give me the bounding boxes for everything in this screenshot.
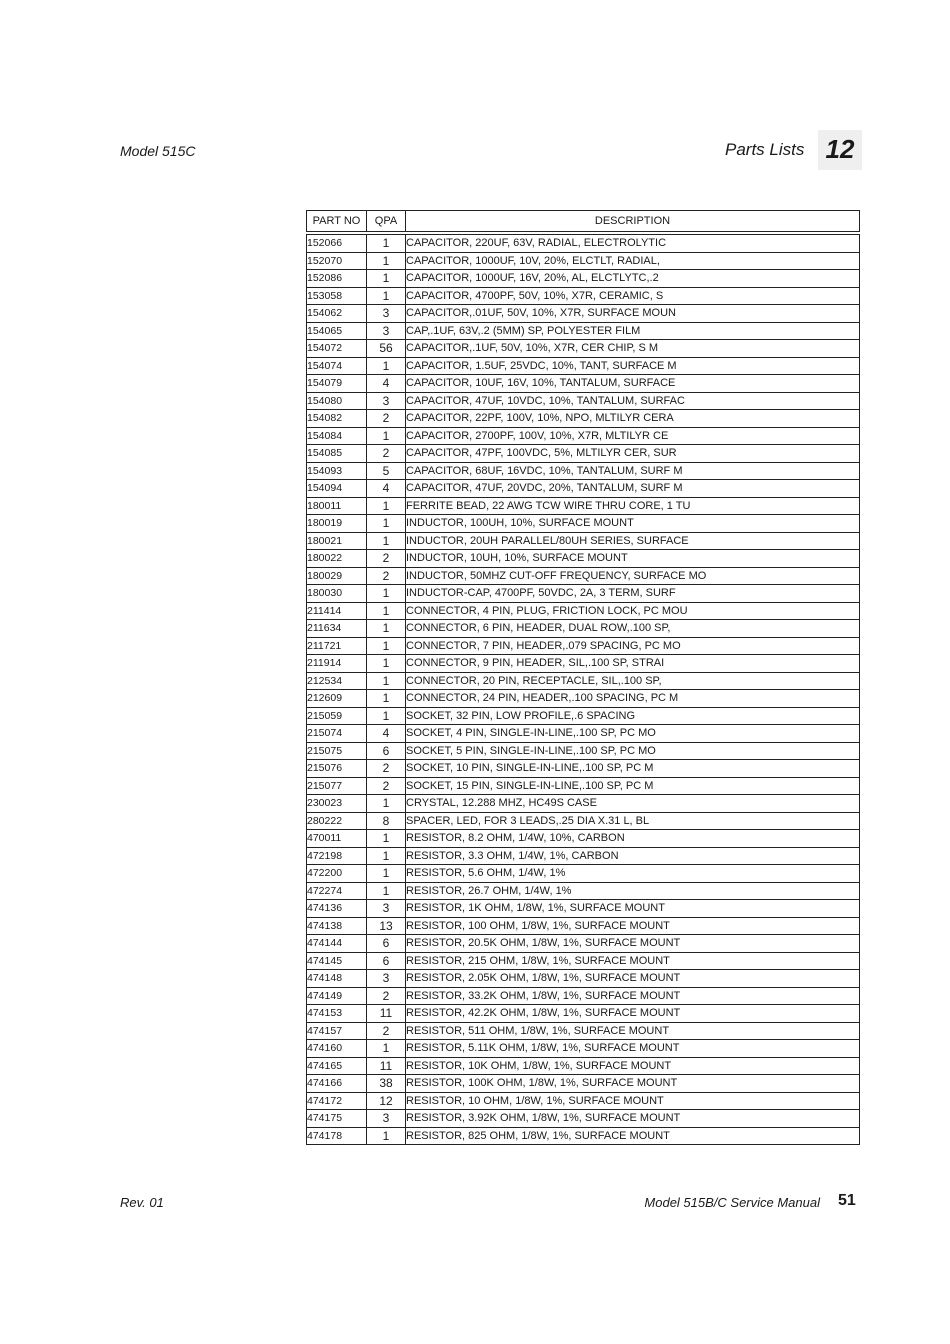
part-number-cell: 180021 xyxy=(307,532,367,550)
part-number-cell: 153058 xyxy=(307,287,367,305)
table-row xyxy=(307,742,860,760)
qpa-cell: 2 xyxy=(367,567,406,585)
table-row xyxy=(307,812,860,830)
qpa-cell: 2 xyxy=(367,410,406,428)
description-cell: RESISTOR, 8.2 OHM, 1/4W, 10%, CARBON xyxy=(406,830,860,848)
description-cell: CAPACITOR, 47UF, 20VDC, 20%, TANTALUM, SURF M xyxy=(406,480,860,498)
table-row xyxy=(307,1040,860,1058)
footer-manual-title: Model 515B/C Service Manual xyxy=(644,1195,820,1210)
qpa-cell: 1 xyxy=(367,270,406,288)
part-number-cell: 152066 xyxy=(307,233,367,252)
description-cell: RESISTOR, 5.6 OHM, 1/4W, 1% xyxy=(406,865,860,883)
table-row xyxy=(307,270,860,288)
description-cell: FERRITE BEAD, 22 AWG TCW WIRE THRU CORE, 1 TU xyxy=(406,497,860,515)
description-cell: RESISTOR, 511 OHM, 1/8W, 1%, SURFACE MOUNT xyxy=(406,1022,860,1040)
table-row xyxy=(307,672,860,690)
header-section-title: Parts Lists xyxy=(725,140,805,159)
qpa-cell: 3 xyxy=(367,305,406,323)
table-row xyxy=(307,305,860,323)
table-row xyxy=(307,830,860,848)
qpa-cell: 1 xyxy=(367,287,406,305)
description-cell: SPACER, LED, FOR 3 LEADS,.25 DIA X.31 L, BL xyxy=(406,812,860,830)
qpa-cell: 3 xyxy=(367,970,406,988)
table-row xyxy=(307,900,860,918)
description-cell: CAPACITOR, 2700PF, 100V, 10%, X7R, MLTILYR CE xyxy=(406,427,860,445)
description-cell: RESISTOR, 10 OHM, 1/8W, 1%, SURFACE MOUNT xyxy=(406,1092,860,1110)
table-row xyxy=(307,532,860,550)
table-row xyxy=(307,865,860,883)
part-number-cell: 474157 xyxy=(307,1022,367,1040)
chapter-number: 12 xyxy=(825,134,855,164)
part-number-cell: 470011 xyxy=(307,830,367,848)
description-cell: INDUCTOR-CAP, 4700PF, 50VDC, 2A, 3 TERM, SURF xyxy=(406,585,860,603)
qpa-cell: 1 xyxy=(367,252,406,270)
description-cell: RESISTOR, 26.7 OHM, 1/4W, 1% xyxy=(406,882,860,900)
qpa-cell: 1 xyxy=(367,585,406,603)
part-number-cell: 211634 xyxy=(307,620,367,638)
description-cell: CAPACITOR, 10UF, 16V, 10%, TANTALUM, SURFACE xyxy=(406,375,860,393)
part-number-cell: 215059 xyxy=(307,707,367,725)
table-row xyxy=(307,445,860,463)
part-number-cell: 280222 xyxy=(307,812,367,830)
table-row xyxy=(307,707,860,725)
table-row xyxy=(307,795,860,813)
qpa-cell: 6 xyxy=(367,935,406,953)
part-number-cell: 472274 xyxy=(307,882,367,900)
table-row xyxy=(307,567,860,585)
qpa-cell: 12 xyxy=(367,1092,406,1110)
part-number-cell: 154085 xyxy=(307,445,367,463)
footer-revision: Rev. 01 xyxy=(120,1195,164,1210)
part-number-cell: 474144 xyxy=(307,935,367,953)
part-number-cell: 154079 xyxy=(307,375,367,393)
qpa-cell: 1 xyxy=(367,707,406,725)
column-header-description: DESCRIPTION xyxy=(406,211,860,234)
description-cell: RESISTOR, 3.92K OHM, 1/8W, 1%, SURFACE MOUNT xyxy=(406,1110,860,1128)
description-cell: SOCKET, 4 PIN, SINGLE-IN-LINE,.100 SP, PC MO xyxy=(406,725,860,743)
part-number-cell: 180022 xyxy=(307,550,367,568)
description-cell: SOCKET, 5 PIN, SINGLE-IN-LINE,.100 SP, PC MO xyxy=(406,742,860,760)
qpa-cell: 1 xyxy=(367,1040,406,1058)
part-number-cell: 474166 xyxy=(307,1075,367,1093)
part-number-cell: 474145 xyxy=(307,952,367,970)
table-row xyxy=(307,585,860,603)
table-row xyxy=(307,777,860,795)
part-number-cell: 472198 xyxy=(307,847,367,865)
qpa-cell: 1 xyxy=(367,1127,406,1145)
table-row xyxy=(307,935,860,953)
qpa-cell: 2 xyxy=(367,760,406,778)
description-cell: RESISTOR, 215 OHM, 1/8W, 1%, SURFACE MOUNT xyxy=(406,952,860,970)
description-cell: RESISTOR, 100K OHM, 1/8W, 1%, SURFACE MOUNT xyxy=(406,1075,860,1093)
table-row xyxy=(307,1022,860,1040)
description-cell: CONNECTOR, 6 PIN, HEADER, DUAL ROW,.100 SP, xyxy=(406,620,860,638)
part-number-cell: 152086 xyxy=(307,270,367,288)
description-cell: INDUCTOR, 50MHZ CUT-OFF FREQUENCY, SURFACE MO xyxy=(406,567,860,585)
qpa-cell: 8 xyxy=(367,812,406,830)
table-row xyxy=(307,427,860,445)
part-number-cell: 154082 xyxy=(307,410,367,428)
description-cell: CONNECTOR, 24 PIN, HEADER,.100 SPACING, PC M xyxy=(406,690,860,708)
description-cell: RESISTOR, 5.11K OHM, 1/8W, 1%, SURFACE MOUNT xyxy=(406,1040,860,1058)
qpa-cell: 3 xyxy=(367,322,406,340)
description-cell: CAPACITOR, 4700PF, 50V, 10%, X7R, CERAMIC, S xyxy=(406,287,860,305)
table-row xyxy=(307,375,860,393)
qpa-cell: 1 xyxy=(367,532,406,550)
table-row xyxy=(307,847,860,865)
table-row xyxy=(307,725,860,743)
description-cell: CAPACITOR, 68UF, 16VDC, 10%, TANTALUM, SURF M xyxy=(406,462,860,480)
part-number-cell: 180019 xyxy=(307,515,367,533)
part-number-cell: 212609 xyxy=(307,690,367,708)
part-number-cell: 474160 xyxy=(307,1040,367,1058)
table-row xyxy=(307,515,860,533)
part-number-cell: 211414 xyxy=(307,602,367,620)
description-cell: RESISTOR, 2.05K OHM, 1/8W, 1%, SURFACE MOUNT xyxy=(406,970,860,988)
description-cell: CRYSTAL, 12.288 MHZ, HC49S CASE xyxy=(406,795,860,813)
description-cell: CAPACITOR, 1000UF, 16V, 20%, AL, ELCTLYTC,.2 xyxy=(406,270,860,288)
part-number-cell: 180029 xyxy=(307,567,367,585)
table-row xyxy=(307,1057,860,1075)
table-row xyxy=(307,550,860,568)
table-row xyxy=(307,287,860,305)
qpa-cell: 1 xyxy=(367,427,406,445)
description-cell: RESISTOR, 825 OHM, 1/8W, 1%, SURFACE MOUNT xyxy=(406,1127,860,1145)
qpa-cell: 2 xyxy=(367,1022,406,1040)
part-number-cell: 474138 xyxy=(307,917,367,935)
column-header-qpa: QPA xyxy=(367,211,406,234)
parts-table xyxy=(306,210,860,1145)
parts-table-body xyxy=(307,233,860,1145)
qpa-cell: 1 xyxy=(367,655,406,673)
part-number-cell: 474172 xyxy=(307,1092,367,1110)
part-number-cell: 154080 xyxy=(307,392,367,410)
qpa-cell: 56 xyxy=(367,340,406,358)
part-number-cell: 474175 xyxy=(307,1110,367,1128)
part-number-cell: 154093 xyxy=(307,462,367,480)
part-number-cell: 474148 xyxy=(307,970,367,988)
table-row xyxy=(307,1005,860,1023)
table-row xyxy=(307,340,860,358)
part-number-cell: 180011 xyxy=(307,497,367,515)
table-row xyxy=(307,987,860,1005)
table-row xyxy=(307,882,860,900)
description-cell: RESISTOR, 100 OHM, 1/8W, 1%, SURFACE MOUNT xyxy=(406,917,860,935)
part-number-cell: 474149 xyxy=(307,987,367,1005)
table-header-row xyxy=(307,211,860,234)
qpa-cell: 6 xyxy=(367,742,406,760)
part-number-cell: 154094 xyxy=(307,480,367,498)
qpa-cell: 4 xyxy=(367,480,406,498)
description-cell: CAPACITOR,.1UF, 50V, 10%, X7R, CER CHIP, S M xyxy=(406,340,860,358)
qpa-cell: 3 xyxy=(367,900,406,918)
part-number-cell: 154065 xyxy=(307,322,367,340)
table-row xyxy=(307,655,860,673)
part-number-cell: 154072 xyxy=(307,340,367,358)
description-cell: CAPACITOR, 1000UF, 10V, 20%, ELCTLT, RADIAL, xyxy=(406,252,860,270)
description-cell: RESISTOR, 1K OHM, 1/8W, 1%, SURFACE MOUNT xyxy=(406,900,860,918)
qpa-cell: 1 xyxy=(367,865,406,883)
qpa-cell: 3 xyxy=(367,392,406,410)
qpa-cell: 11 xyxy=(367,1057,406,1075)
qpa-cell: 4 xyxy=(367,375,406,393)
part-number-cell: 211914 xyxy=(307,655,367,673)
part-number-cell: 472200 xyxy=(307,865,367,883)
qpa-cell: 1 xyxy=(367,672,406,690)
description-cell: RESISTOR, 3.3 OHM, 1/4W, 1%, CARBON xyxy=(406,847,860,865)
part-number-cell: 211721 xyxy=(307,637,367,655)
part-number-cell: 474136 xyxy=(307,900,367,918)
description-cell: SOCKET, 15 PIN, SINGLE-IN-LINE,.100 SP, PC M xyxy=(406,777,860,795)
qpa-cell: 1 xyxy=(367,602,406,620)
column-header-part-no: PART NO xyxy=(307,211,367,234)
description-cell: CAPACITOR, 1.5UF, 25VDC, 10%, TANT, SURFACE M xyxy=(406,357,860,375)
table-row xyxy=(307,252,860,270)
qpa-cell: 38 xyxy=(367,1075,406,1093)
table-row xyxy=(307,602,860,620)
table-row xyxy=(307,1127,860,1145)
qpa-cell: 3 xyxy=(367,1110,406,1128)
table-row xyxy=(307,233,860,252)
qpa-cell: 2 xyxy=(367,987,406,1005)
description-cell: INDUCTOR, 10UH, 10%, SURFACE MOUNT xyxy=(406,550,860,568)
part-number-cell: 154084 xyxy=(307,427,367,445)
description-cell: RESISTOR, 42.2K OHM, 1/8W, 1%, SURFACE MOUNT xyxy=(406,1005,860,1023)
description-cell: CONNECTOR, 20 PIN, RECEPTACLE, SIL,.100 SP, xyxy=(406,672,860,690)
qpa-cell: 1 xyxy=(367,515,406,533)
table-row xyxy=(307,1110,860,1128)
table-row xyxy=(307,322,860,340)
description-cell: CAPACITOR, 47UF, 10VDC, 10%, TANTALUM, SURFAC xyxy=(406,392,860,410)
description-cell: RESISTOR, 33.2K OHM, 1/8W, 1%, SURFACE MOUNT xyxy=(406,987,860,1005)
table-row xyxy=(307,760,860,778)
description-cell: RESISTOR, 20.5K OHM, 1/8W, 1%, SURFACE MOUNT xyxy=(406,935,860,953)
description-cell: RESISTOR, 10K OHM, 1/8W, 1%, SURFACE MOUNT xyxy=(406,1057,860,1075)
table-row xyxy=(307,497,860,515)
description-cell: INDUCTOR, 20UH PARALLEL/80UH SERIES, SURFACE xyxy=(406,532,860,550)
qpa-cell: 5 xyxy=(367,462,406,480)
table-row xyxy=(307,970,860,988)
description-cell: INDUCTOR, 100UH, 10%, SURFACE MOUNT xyxy=(406,515,860,533)
table-row xyxy=(307,1092,860,1110)
qpa-cell: 2 xyxy=(367,777,406,795)
qpa-cell: 1 xyxy=(367,795,406,813)
description-cell: CAPACITOR, 22PF, 100V, 10%, NPO, MLTILYR CERA xyxy=(406,410,860,428)
part-number-cell: 215077 xyxy=(307,777,367,795)
description-cell: CAP,.1UF, 63V,.2 (5MM) SP, POLYESTER FILM xyxy=(406,322,860,340)
table-row xyxy=(307,690,860,708)
qpa-cell: 1 xyxy=(367,233,406,252)
table-row xyxy=(307,1075,860,1093)
footer-page-number: 51 xyxy=(838,1192,856,1209)
qpa-cell: 1 xyxy=(367,847,406,865)
header-model: Model 515C xyxy=(120,143,196,159)
part-number-cell: 474178 xyxy=(307,1127,367,1145)
part-number-cell: 474165 xyxy=(307,1057,367,1075)
part-number-cell: 212534 xyxy=(307,672,367,690)
part-number-cell: 154062 xyxy=(307,305,367,323)
qpa-cell: 6 xyxy=(367,952,406,970)
qpa-cell: 2 xyxy=(367,550,406,568)
qpa-cell: 11 xyxy=(367,1005,406,1023)
qpa-cell: 13 xyxy=(367,917,406,935)
table-row xyxy=(307,620,860,638)
qpa-cell: 1 xyxy=(367,690,406,708)
description-cell: CONNECTOR, 9 PIN, HEADER, SIL,.100 SP, STRAI xyxy=(406,655,860,673)
table-row xyxy=(307,952,860,970)
table-row xyxy=(307,462,860,480)
part-number-cell: 474153 xyxy=(307,1005,367,1023)
table-row xyxy=(307,917,860,935)
qpa-cell: 1 xyxy=(367,637,406,655)
qpa-cell: 1 xyxy=(367,882,406,900)
description-cell: CAPACITOR, 47PF, 100VDC, 5%, MLTILYR CER, SUR xyxy=(406,445,860,463)
qpa-cell: 4 xyxy=(367,725,406,743)
qpa-cell: 1 xyxy=(367,620,406,638)
description-cell: SOCKET, 32 PIN, LOW PROFILE,.6 SPACING xyxy=(406,707,860,725)
description-cell: CAPACITOR, 220UF, 63V, RADIAL, ELECTROLYTIC xyxy=(406,233,860,252)
qpa-cell: 1 xyxy=(367,830,406,848)
description-cell: CAPACITOR,.01UF, 50V, 10%, X7R, SURFACE MOUN xyxy=(406,305,860,323)
table-row xyxy=(307,392,860,410)
description-cell: CONNECTOR, 4 PIN, PLUG, FRICTION LOCK, PC MOU xyxy=(406,602,860,620)
table-row xyxy=(307,410,860,428)
part-number-cell: 154074 xyxy=(307,357,367,375)
table-row xyxy=(307,357,860,375)
part-number-cell: 180030 xyxy=(307,585,367,603)
qpa-cell: 1 xyxy=(367,357,406,375)
part-number-cell: 152070 xyxy=(307,252,367,270)
qpa-cell: 1 xyxy=(367,497,406,515)
table-row xyxy=(307,637,860,655)
description-cell: CONNECTOR, 7 PIN, HEADER,.079 SPACING, PC MO xyxy=(406,637,860,655)
part-number-cell: 215075 xyxy=(307,742,367,760)
description-cell: SOCKET, 10 PIN, SINGLE-IN-LINE,.100 SP, PC M xyxy=(406,760,860,778)
chapter-tab xyxy=(818,130,862,170)
part-number-cell: 215074 xyxy=(307,725,367,743)
qpa-cell: 2 xyxy=(367,445,406,463)
table-row xyxy=(307,480,860,498)
part-number-cell: 215076 xyxy=(307,760,367,778)
part-number-cell: 230023 xyxy=(307,795,367,813)
